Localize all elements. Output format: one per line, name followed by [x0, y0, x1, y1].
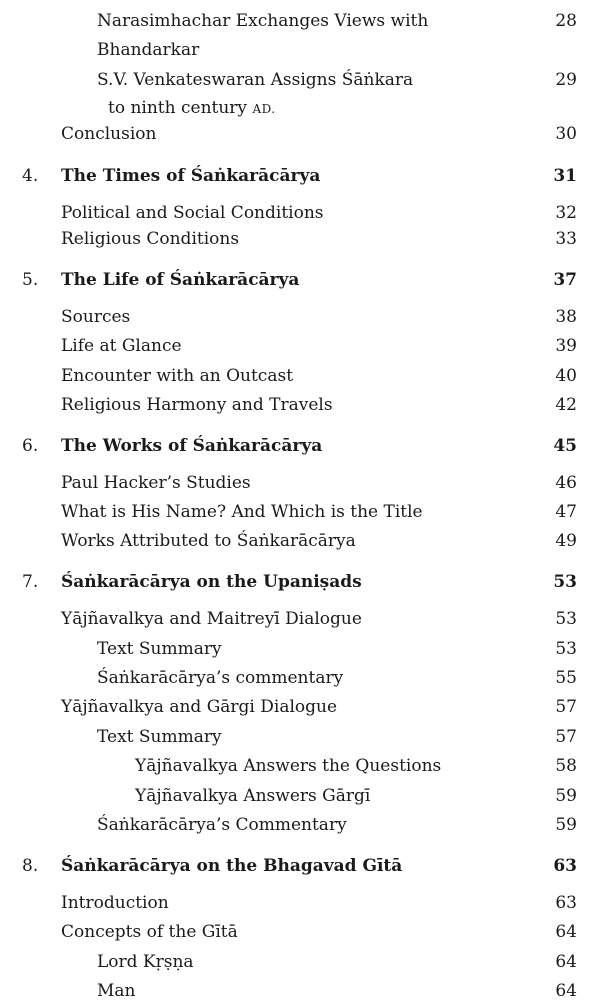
- toc-section-entry: [0, 363, 600, 389]
- entry-title-text: Śaṅkarācārya on the Bhagavad Gītā: [61, 856, 403, 876]
- toc-section-entry: [0, 95, 600, 121]
- page-number: 39: [555, 336, 577, 356]
- page-number: 46: [555, 473, 577, 493]
- entry-title: [61, 528, 356, 554]
- page-number: 64: [555, 981, 577, 1001]
- page-number: 63: [553, 856, 577, 876]
- entry-title-text: Works Attributed to Śaṅkarācārya: [61, 531, 356, 551]
- page-number: 37: [553, 270, 577, 290]
- entry-title: [61, 919, 238, 945]
- page-number: 32: [555, 203, 577, 223]
- entry-title-text: Religious Conditions: [61, 229, 240, 249]
- entry-title: [61, 890, 169, 916]
- entry-title: [61, 267, 299, 293]
- toc-section-entry: [0, 8, 600, 34]
- page-number: 53: [555, 639, 577, 659]
- page-number: 55: [555, 668, 577, 688]
- page-number: 45: [553, 436, 577, 456]
- toc-section-entry: [0, 37, 600, 63]
- toc-section-entry: [0, 333, 600, 359]
- entry-title: [61, 433, 322, 459]
- entry-title: [61, 163, 320, 189]
- entry-title-text: Narasimhachar Exchanges Views with: [97, 11, 429, 31]
- entry-title-text: Śaṅkarācārya’s Commentary: [97, 815, 347, 835]
- toc-section-entry: [0, 949, 600, 975]
- entry-title: [97, 949, 194, 975]
- entry-title-text: Yājñavalkya Answers the Questions: [135, 756, 442, 776]
- toc-section-entry: [0, 665, 600, 691]
- page-number: 64: [555, 952, 577, 972]
- entry-title-text: What is His Name? And Which is the Title: [61, 502, 423, 522]
- toc-section-entry: [0, 470, 600, 496]
- entry-title-suffix: AD.: [252, 102, 276, 116]
- page-number: 38: [555, 307, 577, 327]
- page-number: 64: [555, 922, 577, 942]
- entry-title-text: Life at Glance: [61, 336, 182, 356]
- page-number: 57: [555, 697, 577, 717]
- entry-title: [61, 333, 182, 359]
- toc-section-entry: [0, 606, 600, 632]
- entry-title: [61, 392, 333, 418]
- entry-title: [97, 665, 343, 691]
- entry-title: [61, 200, 324, 226]
- entry-title-text: to ninth century: [108, 98, 248, 118]
- toc-section-entry: [0, 724, 600, 750]
- toc-section-entry: [0, 978, 600, 1004]
- toc-chapter-entry: [0, 163, 600, 189]
- entry-title-text: Yājñavalkya Answers Gārgī: [135, 786, 371, 806]
- page-number: 30: [555, 124, 577, 144]
- entry-title: [135, 753, 441, 779]
- entry-title: [61, 304, 130, 330]
- entry-title-text: Man: [97, 981, 136, 1001]
- page-number: 59: [555, 786, 577, 806]
- toc-section-entry: [0, 694, 600, 720]
- entry-title-text: Yājñavalkya and Maitreyī Dialogue: [61, 609, 362, 629]
- page-number: 63: [555, 893, 577, 913]
- entry-title-text: Lord Kṛṣṇa: [97, 952, 194, 972]
- entry-title-text: Concepts of the Gītā: [61, 922, 238, 942]
- entry-title-text: Paul Hacker’s Studies: [61, 473, 251, 493]
- page-number: 28: [555, 11, 577, 31]
- chapter-number: 6.: [22, 436, 39, 456]
- entry-title: [61, 470, 251, 496]
- page-number: 59: [555, 815, 577, 835]
- entry-title-text: Text Summary: [97, 639, 222, 659]
- entry-title: [61, 694, 337, 720]
- entry-title: [61, 606, 362, 632]
- page-number: 40: [555, 366, 577, 386]
- page-number: 53: [553, 572, 577, 592]
- toc-section-entry: [0, 812, 600, 838]
- chapter-number: 8.: [22, 856, 39, 876]
- page-number: 33: [555, 229, 577, 249]
- toc-section-entry: [0, 636, 600, 662]
- entry-title-text: Conclusion: [61, 124, 157, 144]
- entry-title-text: Bhandarkar: [97, 40, 200, 60]
- chapter-number: 7.: [22, 572, 39, 592]
- toc-chapter-entry: [0, 853, 600, 879]
- toc-section-entry: [0, 121, 600, 147]
- toc-chapter-entry: [0, 433, 600, 459]
- toc-section-entry: [0, 528, 600, 554]
- page-number: 42: [555, 395, 577, 415]
- entry-title: [97, 978, 136, 1004]
- toc-section-entry: [0, 226, 600, 252]
- entry-title-text: Yājñavalkya and Gārgi Dialogue: [61, 697, 338, 717]
- entry-title: [61, 121, 156, 147]
- page-number: 57: [555, 727, 577, 747]
- entry-title-text: S.V. Venkateswaran Assigns Śāṅkara: [97, 70, 414, 90]
- entry-title: [61, 569, 362, 595]
- chapter-number: 4.: [22, 166, 39, 186]
- entry-title-text: Political and Social Conditions: [61, 203, 324, 223]
- page-number: 53: [555, 609, 577, 629]
- page-number: 58: [555, 756, 577, 776]
- entry-title-text: Śaṅkarācārya’s commentary: [97, 668, 344, 688]
- entry-title: [97, 67, 413, 93]
- entry-title: [97, 37, 199, 63]
- toc-section-entry: [0, 392, 600, 418]
- entry-title: [97, 8, 428, 34]
- entry-title: [97, 636, 222, 662]
- entry-title: [61, 499, 423, 525]
- entry-title-text: Introduction: [61, 893, 169, 913]
- toc-section-entry: [0, 753, 600, 779]
- page-number: 47: [555, 502, 577, 522]
- entry-title-text: The Times of Śaṅkarācārya: [61, 166, 321, 186]
- toc-section-entry: [0, 499, 600, 525]
- toc-chapter-entry: [0, 267, 600, 293]
- entry-title-text: The Works of Śaṅkarācārya: [61, 436, 323, 456]
- page-number: 49: [555, 531, 577, 551]
- entry-title-text: Text Summary: [97, 727, 222, 747]
- toc-chapter-entry: [0, 569, 600, 595]
- toc-section-entry: [0, 783, 600, 809]
- entry-title-text: The Life of Śaṅkarācārya: [61, 270, 300, 290]
- entry-title: [97, 724, 222, 750]
- entry-title: [135, 783, 370, 809]
- entry-title-text: Religious Harmony and Travels: [61, 395, 333, 415]
- entry-title: [61, 226, 239, 252]
- toc-section-entry: [0, 67, 600, 93]
- toc-section-entry: [0, 890, 600, 916]
- entry-title-text: Encounter with an Outcast: [61, 366, 294, 386]
- entry-title-text: Sources: [61, 307, 131, 327]
- entry-title: [61, 853, 402, 879]
- toc-section-entry: [0, 919, 600, 945]
- entry-title: [108, 95, 276, 122]
- toc-section-entry: [0, 304, 600, 330]
- entry-title: [97, 812, 347, 838]
- entry-title: [61, 363, 293, 389]
- entry-title-text: Śaṅkarācārya on the Upaniṣads: [61, 572, 362, 592]
- chapter-number: 5.: [22, 270, 39, 290]
- page-number: 31: [553, 166, 577, 186]
- page-number: 29: [555, 70, 577, 90]
- toc-section-entry: [0, 200, 600, 226]
